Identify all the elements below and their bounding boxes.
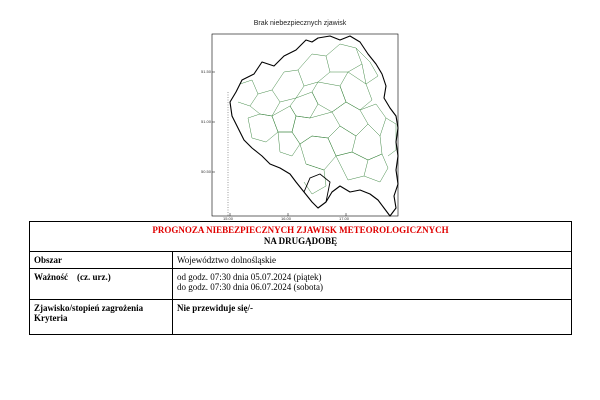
voivodeship-border [230,36,398,216]
map-title: Brak niebezpiecznych zjawisk [253,20,347,27]
forecast-table [29,221,572,335]
lat-label: 50.50 [201,169,212,174]
phenomenon-label-line2: Kryteria [34,312,68,323]
lon-label: 15.00 [223,216,234,220]
lat-label: 51.50 [201,69,212,74]
validity-label: Ważność (cz. urz.) [30,268,173,299]
map-svg [200,32,400,220]
validity-to: do godz. 07:30 dnia 06.07.2024 (sobota) [177,281,323,292]
county-boundaries [238,44,396,194]
phenomenon-row [30,299,572,334]
area-label: Obszar [30,251,173,268]
lat-label: 51.00 [201,119,212,124]
voivodeship-map [200,32,400,220]
forecast-header-row [30,222,572,252]
phenomenon-label-line1: Zjawisko/stopień zagrożenia [34,302,144,313]
phenomenon-label [30,299,173,334]
forecast-title: PROGNOZA NIEBEZPIECZNYCH ZJAWISK METEOROLOGICZNYCH [152,225,449,235]
area-value: Województwo dolnośląskie [173,251,572,268]
phenomenon-value: Nie przewiduje się/- [173,299,572,334]
validity-value [173,268,572,299]
forecast-header [30,222,572,252]
area-row [30,251,572,268]
validity-row [30,268,572,299]
lon-label: 16.00 [281,216,292,220]
validity-from: od godz. 07:30 dnia 05.07.2024 (piątek) [177,271,322,282]
forecast-subtitle: NA DRUGĄDOBĘ [263,236,338,247]
lon-label: 17.00 [339,216,350,220]
